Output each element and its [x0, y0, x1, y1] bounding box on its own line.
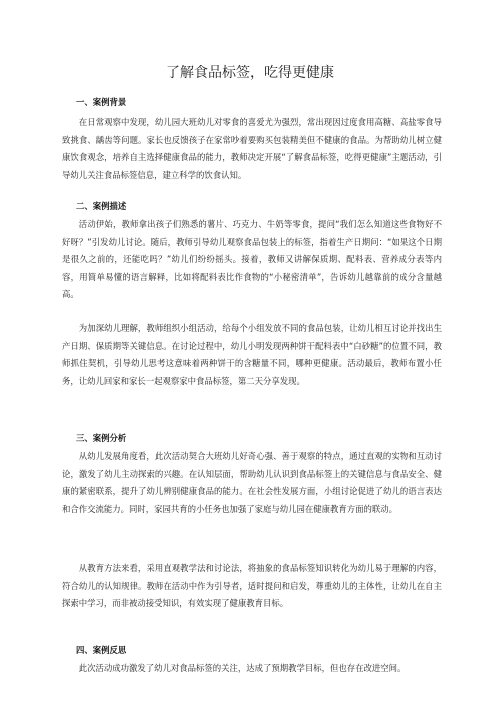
paragraph-description-1: 活动伊始，教师拿出孩子们熟悉的薯片、巧克力、牛奶等零食，提问“我们怎么知道这些食物好不好呀？”引发幼儿讨论。随后，教师引导幼儿观察食品包装上的标签，指着生产日期问：“如果这个日期是很久之前的，还能吃吗？”幼儿们纷纷摇头。接着，教师又讲解保质期、配料表、营养成分表等内容，用简单易懂的语言解释，比如将配料表比作食物的“小秘密清单”，告诉幼儿越靠前的成分含量越高。 [62, 219, 442, 300]
section-heading-analysis: 三、案例分析 [76, 433, 127, 443]
paragraph-analysis-2: 从教育方法来看，采用直观教学法和讨论法，将抽象的食品标签知识转化为幼儿易于理解的内容，符合幼儿的认知规律。教师在活动中作为引导者，适时提问和启发，尊重幼儿的主体性，让幼儿在自主探索中学习，而非被动接受知识，有效实现了健康教育目标。 [62, 563, 442, 609]
section-heading-background: 一、案例背景 [76, 97, 127, 107]
paragraph-background: 在日常观察中发现，幼儿园大班幼儿对零食的喜爱尤为强烈，常出现因过度食用高糖、高盐零食导致挑食、龋齿等问题。家长也反馈孩子在家常吵着要购买包装精美但不健康的食品。为帮助幼儿树立健康饮食观念，培养自主选择健康食品的能力，教师决定开展“了解食品标签，吃得更健康”主题活动，引导幼儿关注食品标签信息，建立科学的饮食认知。 [62, 117, 442, 180]
document-title: 了解食品标签，吃得更健康 [166, 65, 334, 81]
section-heading-reflection: 四、案例反思 [76, 645, 127, 655]
paragraph-analysis-1: 从幼儿发展角度看，此次活动契合大班幼儿好奇心强、善于观察的特点，通过直观的实物和互动讨论，激发了幼儿主动探索的兴趣。在认知层面，帮助幼儿认识到食品标签上的关键信息与食品安全、健康的紧密联系，提升了幼儿辨别健康食品的能力。在社会性发展方面，小组讨论促进了幼儿的语言表达和合作交流能力。同时，家园共育的小任务也加强了家庭与幼儿园在健康教育方面的联动。 [62, 451, 442, 514]
section-heading-description: 二、案例描述 [76, 201, 127, 211]
paragraph-description-2: 为加深幼儿理解，教师组织小组活动，给每个小组发放不同的食品包装，让幼儿相互讨论并找出生产日期、保质期等关键信息。在讨论过程中，幼儿小明发现两种饼干配料表中“白砂糖”的位置不同，教师抓住契机，引导幼儿思考这意味着两种饼干的含糖量不同，哪种更健康。活动最后，教师布置小任务，让幼儿回家和家长一起观察家中食品标签，第二天分享发现。 [62, 323, 442, 386]
paragraph-reflection: 此次活动成功激发了幼儿对食品标签的关注，达成了预期教学目标，但也存在改进空间。 [78, 663, 406, 673]
